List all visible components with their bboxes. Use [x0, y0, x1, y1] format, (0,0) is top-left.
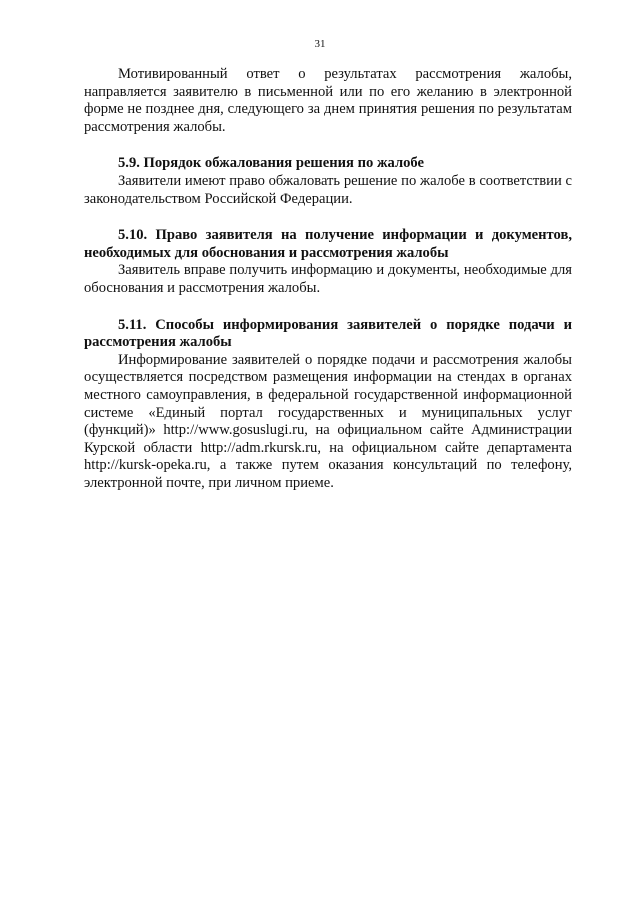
section-5-10 — [84, 227, 572, 297]
intro-paragraph: Мотивированный ответ о результатах рассмотрения жалобы, направляется заявителю в письменной или по его желанию в электронной форме не позднее дня, следующего за днем принятия решения по результатам рассмотрения жалобы. — [84, 66, 572, 135]
section-heading: 5.11. Способы информирования заявителей о порядке подачи и рассмотрения жалобы — [84, 316, 572, 351]
section-heading: 5.10. Право заявителя на получение информации и документов, необходимых для обоснования и рассмотрения жалобы — [84, 227, 572, 261]
page-number: 31 — [314, 38, 326, 50]
section-paragraph: Заявители имеют право обжаловать решение по жалобе в соответствии с законодательством Российской Федерации. — [84, 172, 572, 207]
section-5-9 — [84, 155, 572, 208]
section-5-11 — [84, 317, 572, 493]
section-paragraph: Заявитель вправе получить информацию и документы, необходимые для обоснования и рассмотрения жалобы. — [84, 262, 572, 296]
section-paragraph: Информирование заявителей о порядке подачи и рассмотрения жалобы осуществляется посредством размещения информации на стендах в органах местного самоуправления, в федеральной государственной информационной системе «Единый портал государственных и муниципальных услуг (функций)» http://www.gosuslugi.ru, на официальном сайте Администрации Курской области http://adm.rkursk.ru, на официальном сайте департамента http://kursk-opeka.ru, а также путем оказания консультаций по телефону, электронной почте, при личном приеме. — [84, 351, 572, 491]
document-body — [84, 66, 572, 492]
section-heading: 5.9. Порядок обжалования решения по жалобе — [118, 155, 425, 172]
